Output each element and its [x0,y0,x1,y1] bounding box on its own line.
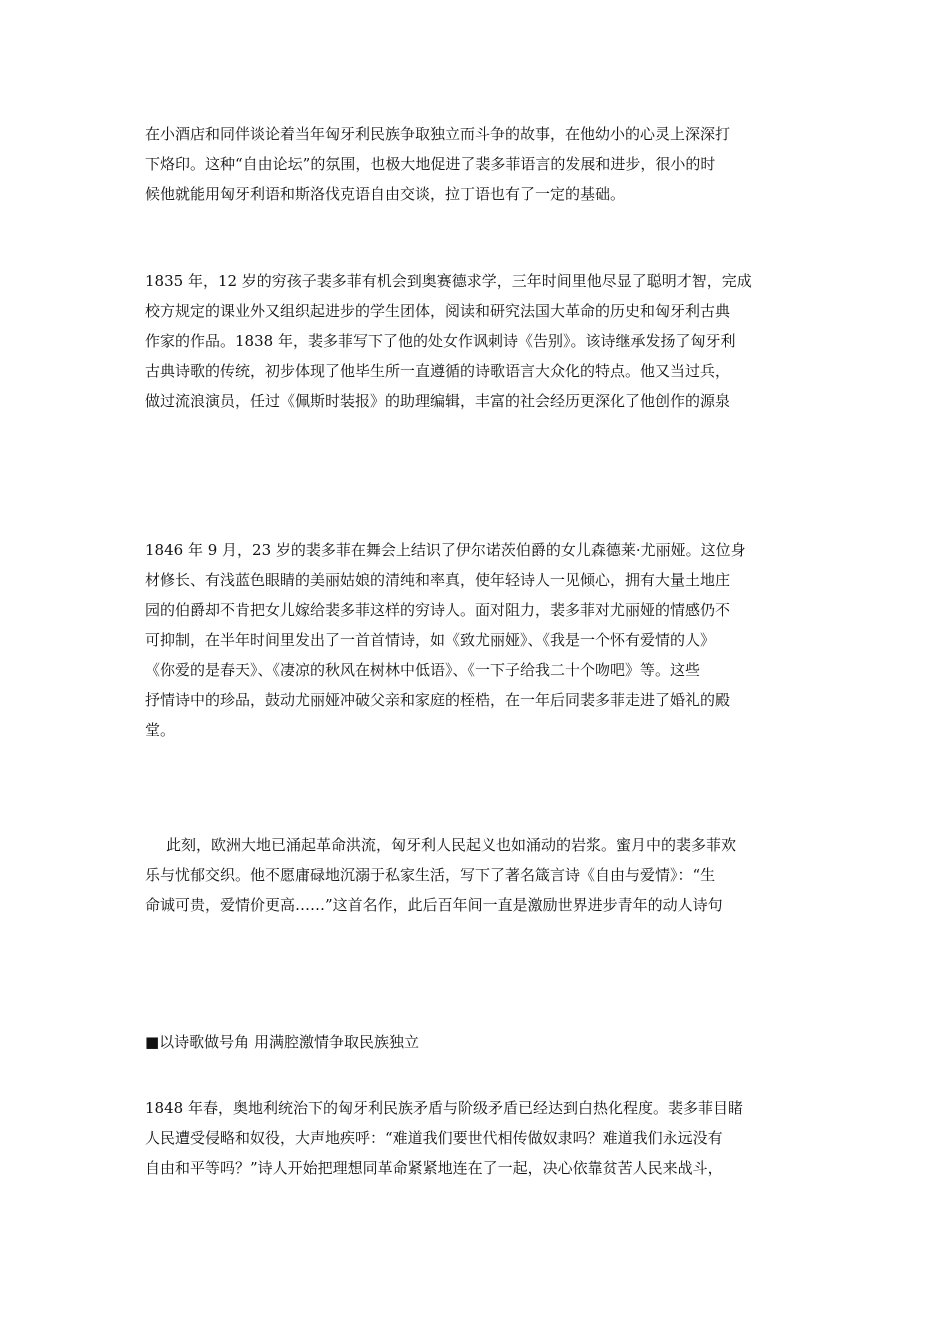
section-heading: ■以诗歌做号角 用满腔激情争取民族独立 [145,1033,419,1051]
paragraph-childhood [145,119,813,209]
text-line: 材修长、有浅蓝色眼睛的美丽姑娘的清纯和率真，使年轻诗人一见倾心，拥有大量土地庄 [145,571,731,589]
text-line: 在小酒店和同伴谈论着当年匈牙利民族争取独立而斗争的故事，在他幼小的心灵上深深打 [145,125,731,143]
paragraph-education [145,266,813,416]
text-line: 1835 年，12 岁的穷孩子裴多菲有机会到奥赛德求学，三年时间里他尽显了聪明才智，完成 [145,272,752,290]
text-line: 下烙印。这种“自由论坛”的氛围，也极大地促进了裴多菲语言的发展和进步，很小的时 [145,155,716,173]
paragraph-love-poems [145,535,813,745]
text-line: 作家的作品。1838 年，裴多菲写下了他的处女作讽刺诗《告别》。该诗继承发扬了匈牙利 [145,332,736,350]
paragraph-liberty-and-love [145,830,813,920]
text-line: 自由和平等吗？”诗人开始把理想同革命紧紧地连在了一起，决心依靠贫苦人民来战斗， [145,1159,723,1177]
text-line: 校方规定的课业外又组织起进步的学生团体，阅读和研究法国大革命的历史和匈牙利古典 [145,302,731,320]
text-line: 命诚可贵，爱情价更高……”这首名作，此后百年间一直是激励世界进步青年的动人诗句 [145,896,723,914]
text-line: 古典诗歌的传统，初步体现了他毕生所一直遵循的诗歌语言大众化的特点。他又当过兵， [145,362,731,380]
text-line: 可抑制，在半年时间里发出了一首首情诗，如《致尤丽娅》、《我是一个怀有爱情的人》 [145,631,716,649]
text-line: 人民遭受侵略和奴役，大声地疾呼：“难道我们要世代相传做奴隶吗？难道我们永远没有 [145,1129,723,1147]
text-line: 此刻，欧洲大地已涌起革命洪流，匈牙利人民起义也如涌动的岩浆。蜜月中的裴多菲欢 [166,836,737,854]
text-line: 抒情诗中的珍品，鼓动尤丽娅冲破父亲和家庭的桎梏，在一年后同裴多菲走进了婚礼的殿 [145,691,731,709]
text-line: 做过流浪演员，任过《佩斯时装报》的助理编辑，丰富的社会经历更深化了他创作的源泉 [145,392,731,410]
text-line: 乐与忧郁交织。他不愿庸碌地沉溺于私家生活，写下了著名箴言诗《自由与爱情》：“生 [145,866,716,884]
text-line: 1848 年春，奥地利统治下的匈牙利民族矛盾与阶级矛盾已经达到白热化程度。裴多菲目睹 [145,1099,743,1117]
paragraph-revolution [145,1093,813,1183]
text-line: 候他就能用匈牙利语和斯洛伐克语自由交谈，拉丁语也有了一定的基础。 [145,185,626,203]
text-line: 《你爱的是春天》、《凄凉的秋风在树林中低语》、《一下子给我二十个吻吧》等。这些 [145,661,701,679]
text-line: 园的伯爵却不肯把女儿嫁给裴多菲这样的穷诗人。面对阻力，裴多菲对尤丽娅的情感仍不 [145,601,731,619]
text-line: 1846 年 9 月，23 岁的裴多菲在舞会上结识了伊尔诺茨伯爵的女儿森德莱·尤丽娅。这位身 [145,541,746,559]
text-line: 堂。 [145,721,176,739]
